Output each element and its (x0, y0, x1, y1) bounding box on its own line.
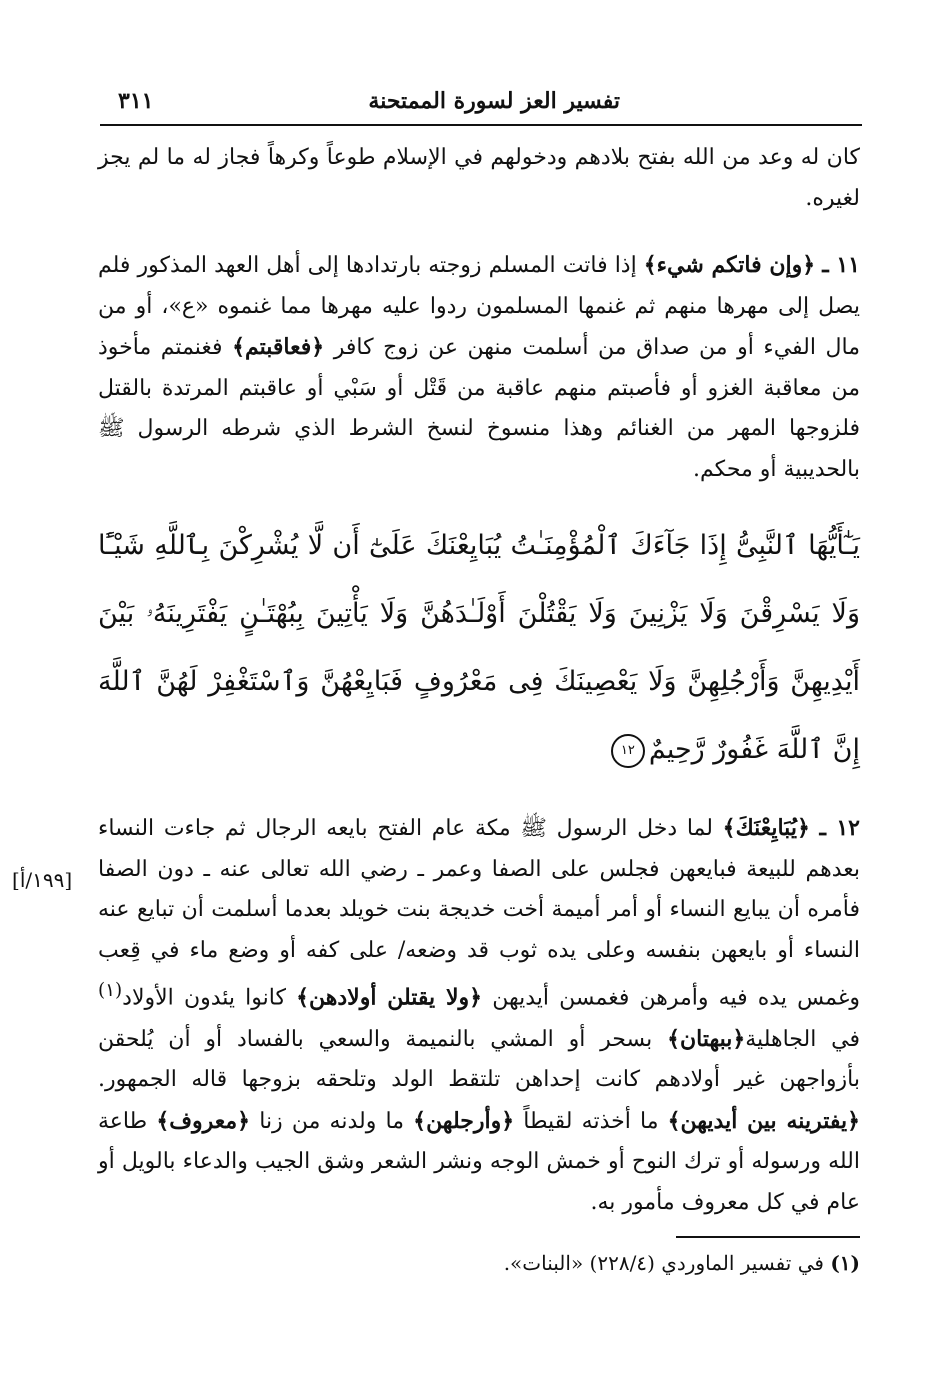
paragraph-3 (98, 808, 860, 1223)
paragraph-3-text-b: كانوا يئدون الأولاد (122, 985, 286, 1011)
paragraph-2-heading-2: ﴿فعاقبتم﴾ (232, 334, 325, 360)
paragraph-3-heading-2: ﴿ولا يقتلن أولادهن﴾ (296, 984, 483, 1011)
paragraph-2-heading: ﴿وإن فاتكم شيء﴾ (643, 252, 816, 278)
paragraph-3-text-d: بسحر أو المشي بالنميمة والسعي بالفساد أو أن يُلحقن بأزواجهن غير أولادهم كانت إحداهن تلتقط الولد وتلحقه بزوجها قاله الجمهور. (98, 1026, 860, 1093)
paragraph-3-text-a: لما دخل الرسول ﷺ مكة عام الفتح بايعه الرجال ثم جاءت النساء بعدهم للبيعة فبايعهن فجلس على الصفا وعمر ـ رضي الله تعالى عنه ـ دون الصفا فأمره أن يبايع النساء أو أمر أميمة أخت خديجة بنت خويلد بعدما أسلمت أن تبايع عنه النساء أو بايعهن بنفسه وعلى يده ثوب قد وضعه/ على كفه أو وضع ماء في قِعب وغمس يده فيه وأمرهن فغمسن أيديهن (98, 816, 861, 1011)
header-title: تفسير العز لسورة الممتحنة (368, 88, 620, 114)
quran-verse-text: يَـٰٓأَيُّهَا ٱلنَّبِىُّ إِذَا جَآءَكَ ٱلْمُؤْمِنَـٰتُ يُبَايِعْنَكَ عَلَىٰٓ أَن لَّا يُشْرِكْنَ بِٱللَّهِ شَيْـًٔا وَلَا يَسْرِقْنَ وَلَا يَزْنِينَ وَلَا يَقْتُلْنَ أَوْلَـٰدَهُنَّ وَلَا يَأْتِينَ بِبُهْتَـٰنٍ يَفْتَرِينَهُۥ بَيْنَ أَيْدِيهِنَّ وَأَرْجُلِهِنَّ وَلَا يَعْصِينَكَ فِى مَعْرُوفٍ فَبَايِعْهُنَّ وَٱسْتَغْفِرْ لَهُنَّ ٱللَّهَ إِنَّ ٱللَّهَ غَفُورٌ رَّحِيمٌ (98, 530, 860, 765)
paragraph-2 (98, 245, 860, 490)
paragraph-2-text-a: إذا فاتت المسلم زوجته بارتدادها إلى أهل العهد المذكور فلم يصل إلى مهرها منهم ثم غنمها المسلمون ردوا عليه مهرها مما غنموه «ع»، أو من مال الفيء أو من صداق من أسلمت منهن عن زوج كافر (98, 253, 861, 360)
paragraph-1 (98, 138, 860, 219)
ayah-number-mark: ١٢ (611, 734, 645, 768)
paragraph-3-heading-5: ﴿وأرجلهن﴾ (413, 1107, 515, 1134)
paragraph-3-heading-3: ﴿ببهتان﴾ (667, 1025, 746, 1052)
paragraph-3-text-c: في الجاهلية (745, 1026, 860, 1052)
footnote-rule (676, 1236, 860, 1238)
running-header (100, 88, 860, 122)
manuscript-folio-note: [١٩٩/أ] (12, 868, 73, 892)
paragraph-3-text-f: ما ولدنه من زنا (259, 1108, 404, 1134)
paragraph-3-number: ١٢ ـ (819, 815, 860, 841)
paragraph-3-heading: ﴿يُبَايِعْنَكَ﴾ (722, 815, 810, 841)
quran-verse (98, 512, 860, 784)
paragraph-3-text-g: طاعة الله ورسوله أو ترك النوح أو خمش الوجه ونشر الشعر وشق الجيب والدعاء بالويل أو عام في كل معروف مأمور به. (98, 1108, 860, 1215)
paragraph-3-heading-4: ﴿يفترينه بين أيديهن﴾ (667, 1107, 860, 1134)
footnote-text: في تفسير الماوردي (٢٢٨/٤) «البنات». (503, 1251, 824, 1275)
paragraph-2-number: ١١ ـ (822, 252, 860, 278)
footnote (98, 1246, 860, 1280)
footnote-number: (١) (830, 1251, 860, 1275)
main-text (98, 138, 860, 1223)
page-number: ٣١١ (118, 88, 154, 114)
header-rule (100, 124, 862, 126)
paragraph-1-text: كان له وعد من الله بفتح بلادهم ودخولهم في الإسلام طوعاً وكرهاً فجاز له ما لم يجز لغيره. (98, 145, 860, 211)
footnote-reference[interactable]: (١) (98, 980, 123, 1001)
paragraph-3-heading-6: ﴿معروف﴾ (156, 1107, 251, 1134)
paragraph-3-text-e: ما أخذته لقيطاً (523, 1108, 659, 1134)
paragraph-2-text-b: فغنمتم مأخوذ من معاقبة الغزو أو فأصبتم منهم عاقبة من قَتْل أو سَبْي أو عاقبتم المرتدة بالقتل فلزوجها المهر من الغنائم وهذا منسوخ لنسخ الشرط الذي شرطه الرسول ﷺ بالحديبية أو محكم. (98, 335, 860, 482)
